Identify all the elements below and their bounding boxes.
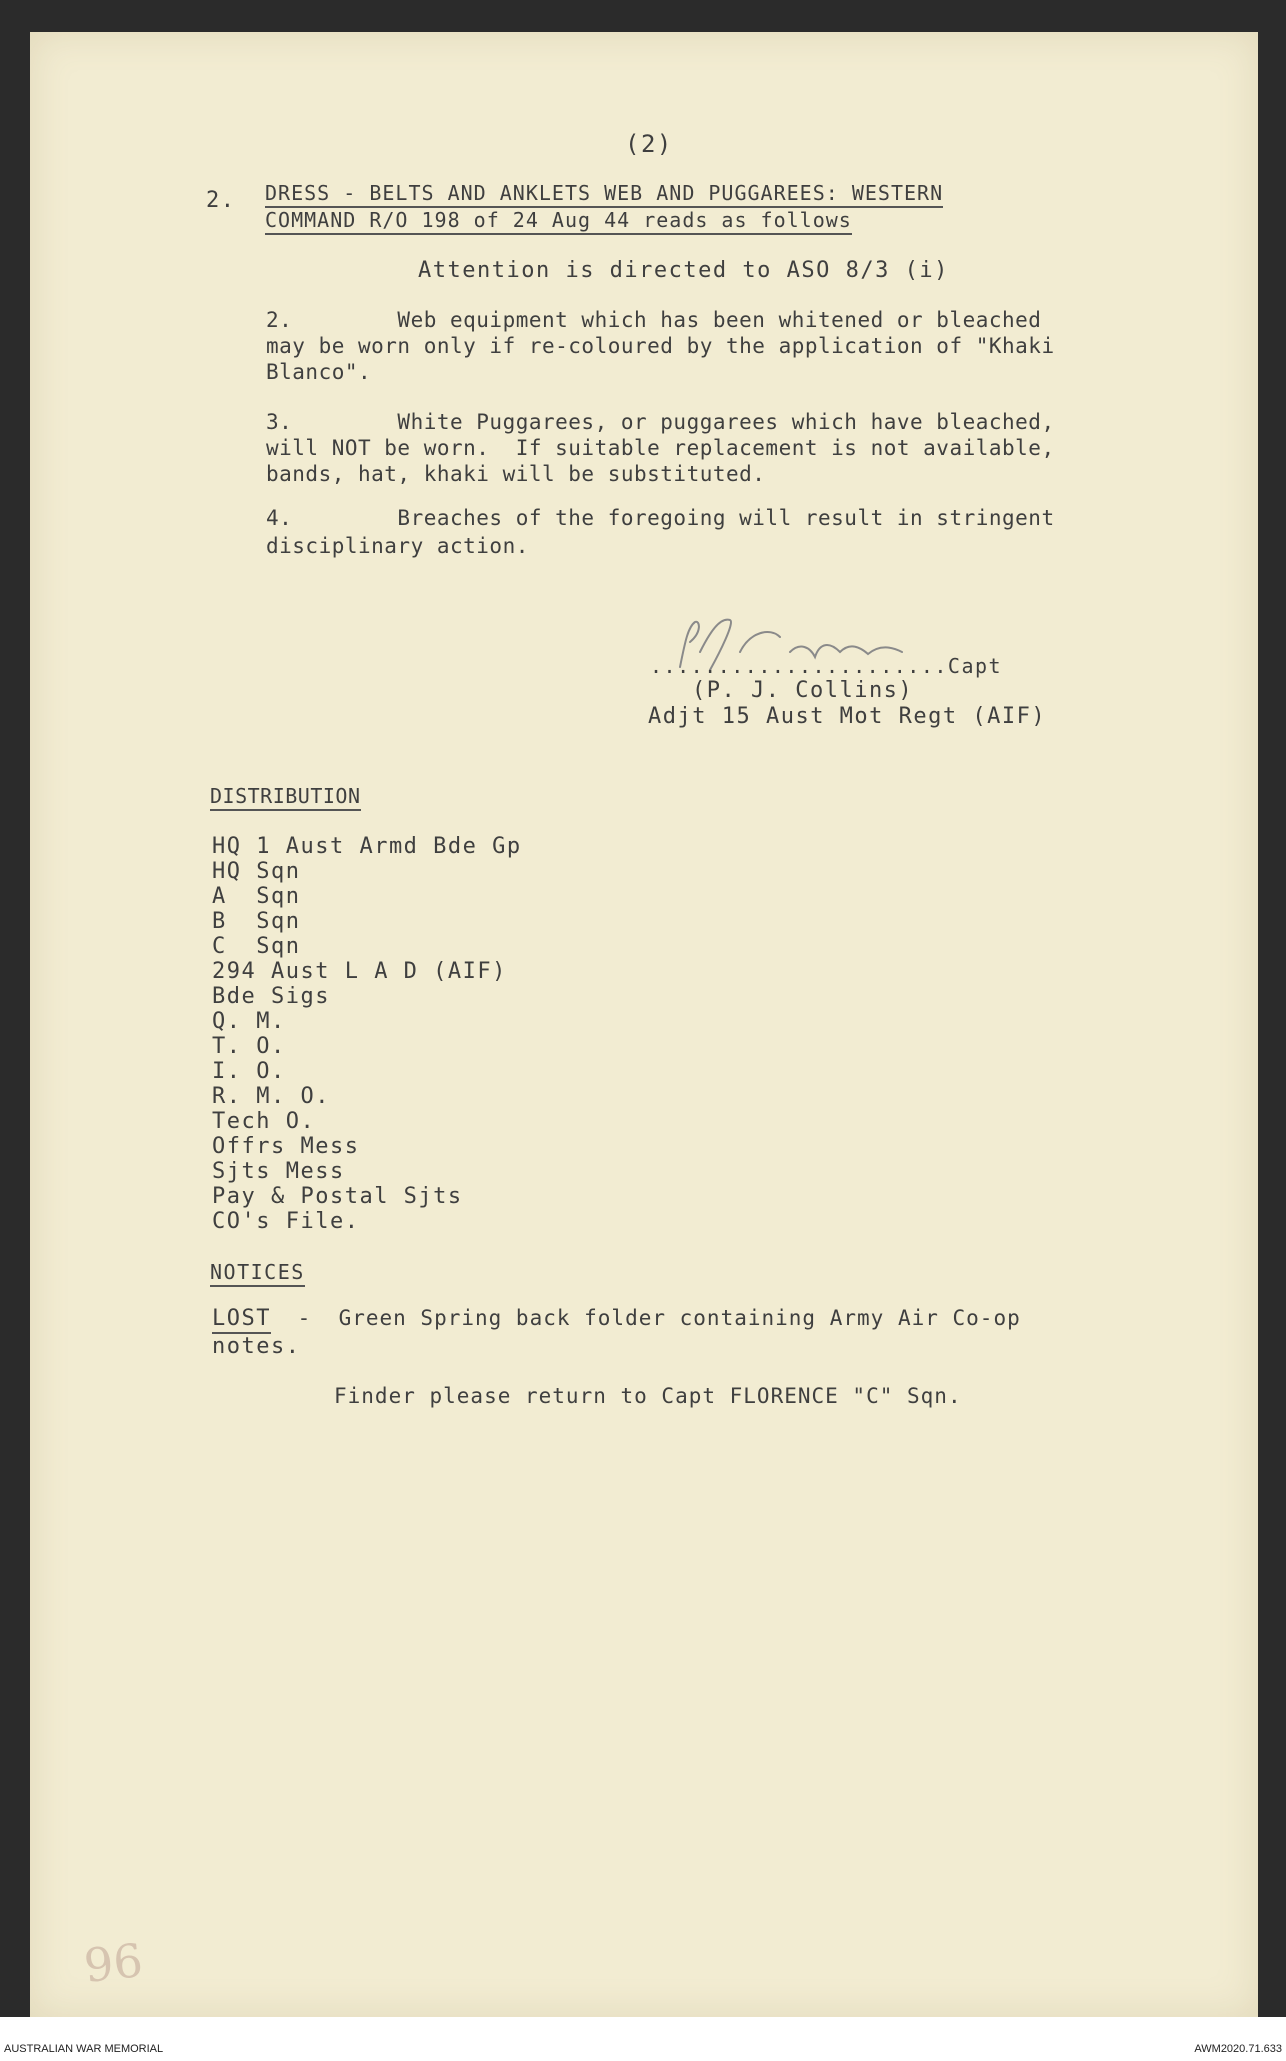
attention-line: Attention is directed to ASO 8/3 (i) bbox=[418, 258, 949, 283]
distribution-heading: DISTRIBUTION bbox=[210, 784, 361, 811]
distribution-item: HQ Sqn bbox=[212, 859, 301, 884]
distribution-item: Offrs Mess bbox=[212, 1134, 360, 1159]
paragraph-3-line1: 3. White Puggarees, or puggarees which have bleached, bbox=[266, 410, 1055, 434]
paragraph-2-line2: may be worn only if re-coloured by the application of "Khaki bbox=[266, 334, 1055, 358]
paragraph-3-line2: will NOT be worn. If suitable replacement is not available, bbox=[266, 436, 1055, 460]
distribution-item: CO's File. bbox=[212, 1209, 360, 1234]
lost-text-line1: - Green Spring back folder containing Army Air Co-op bbox=[284, 1306, 1021, 1330]
distribution-item: T. O. bbox=[212, 1034, 286, 1059]
footer-institution: AUSTRALIAN WAR MEMORIAL bbox=[4, 2043, 164, 2055]
distribution-item: 294 Aust L A D (AIF) bbox=[212, 959, 507, 984]
archive-footer bbox=[0, 2017, 1286, 2061]
distribution-item: Pay & Postal Sjts bbox=[212, 1184, 463, 1209]
section-number: 2. bbox=[206, 188, 236, 213]
section-heading-line2: COMMAND R/O 198 of 24 Aug 44 reads as follows bbox=[265, 208, 852, 235]
section-heading-line1: DRESS - BELTS AND ANKLETS WEB AND PUGGAREES: WESTERN bbox=[265, 181, 943, 208]
finder-line: Finder please return to Capt FLORENCE "C" Sqn. bbox=[334, 1384, 962, 1408]
distribution-item: C Sqn bbox=[212, 934, 301, 959]
lost-text-line2: notes. bbox=[212, 1334, 301, 1359]
paragraph-2-line1: 2. Web equipment which has been whitened or bleached bbox=[266, 308, 1042, 332]
notices-heading: NOTICES bbox=[210, 1260, 305, 1287]
signature-dotted-line: ......................Capt bbox=[650, 654, 1003, 678]
signatory-title: Adjt 15 Aust Mot Regt (AIF) bbox=[648, 704, 1047, 729]
lost-label: LOST bbox=[212, 1306, 271, 1334]
paragraph-2-line3: Blanco". bbox=[266, 360, 372, 384]
margin-pencil-mark: 96 bbox=[81, 1933, 146, 1993]
distribution-item: Tech O. bbox=[212, 1109, 316, 1134]
paragraph-3-line3: bands, hat, khaki will be substituted. bbox=[266, 462, 766, 486]
paragraph-4-line2: disciplinary action. bbox=[266, 534, 529, 558]
signatory-name: (P. J. Collins) bbox=[692, 678, 914, 703]
distribution-item: B Sqn bbox=[212, 909, 301, 934]
distribution-item: Sjts Mess bbox=[212, 1159, 345, 1184]
distribution-item: Bde Sigs bbox=[212, 984, 330, 1009]
distribution-item: R. M. O. bbox=[212, 1084, 330, 1109]
page-number: (2) bbox=[625, 130, 673, 158]
footer-accession-number: AWM2020.71.633 bbox=[1194, 2043, 1282, 2055]
distribution-item: HQ 1 Aust Armd Bde Gp bbox=[212, 834, 522, 859]
distribution-item: A Sqn bbox=[212, 884, 301, 909]
distribution-item: I. O. bbox=[212, 1059, 286, 1084]
paragraph-4-line1: 4. Breaches of the foregoing will result in stringent bbox=[266, 506, 1055, 530]
distribution-item: Q. M. bbox=[212, 1009, 286, 1034]
